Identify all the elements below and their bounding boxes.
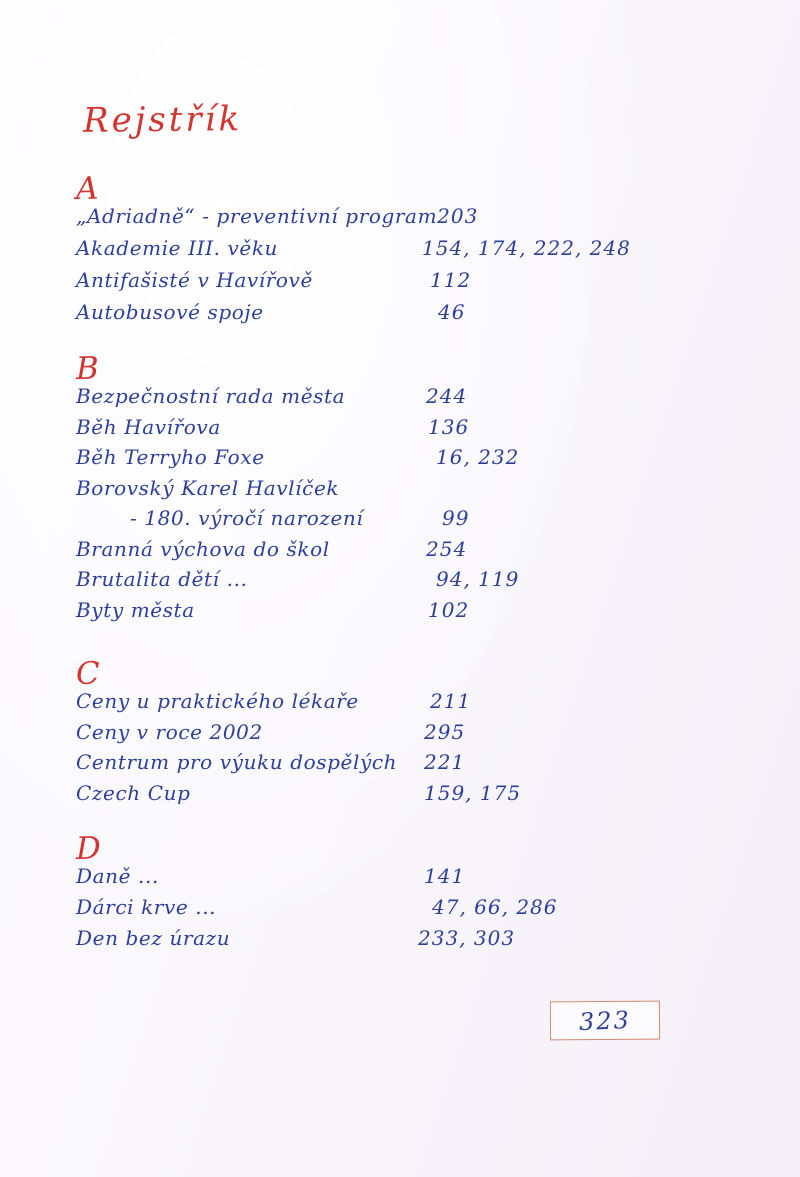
entry-label: Běh Havířova xyxy=(76,414,221,439)
section-letter-d: D xyxy=(75,830,103,868)
entry-pages: 47, 66, 286 xyxy=(432,895,558,919)
index-section-c xyxy=(76,653,770,811)
index-entry xyxy=(76,204,770,236)
index-entry xyxy=(76,384,770,415)
entry-label: „Adriadně“ - preventivní program xyxy=(76,204,438,228)
entry-label: - 180. výročí narození xyxy=(130,506,364,530)
index-section-d xyxy=(76,828,770,957)
index-section-a xyxy=(76,168,770,332)
entry-label: Daně ... xyxy=(76,864,159,888)
entry-label: Akademie III. věku xyxy=(76,236,279,260)
entry-pages: 221 xyxy=(424,750,466,774)
entry-label: Borovský Karel Havlíček xyxy=(76,475,340,500)
index-entry xyxy=(76,268,770,300)
entry-pages: 244 xyxy=(426,384,468,408)
index-entry xyxy=(76,864,770,895)
index-entry xyxy=(76,476,770,507)
entry-pages: 211 xyxy=(430,689,472,713)
index-entry xyxy=(76,598,770,629)
entry-pages: 102 xyxy=(428,597,470,622)
index-entry xyxy=(76,537,770,568)
section-letter-a: A xyxy=(75,170,100,208)
index-entry xyxy=(76,689,770,720)
section-letter-c: C xyxy=(75,655,102,693)
entry-pages: 203 xyxy=(437,204,479,228)
entry-label: Den bez úrazu xyxy=(76,926,231,950)
index-entry-subentry xyxy=(76,506,770,537)
entry-pages: 16, 232 xyxy=(436,445,520,469)
index-entry xyxy=(76,445,770,476)
entry-pages: 46 xyxy=(438,300,466,324)
section-letter-b: B xyxy=(75,350,101,388)
entry-pages: 94, 119 xyxy=(436,567,520,591)
entry-label: Czech Cup xyxy=(76,780,191,805)
entry-pages: 141 xyxy=(424,864,466,888)
entry-label: Ceny v roce 2002 xyxy=(76,719,263,744)
index-entry xyxy=(76,750,770,781)
index-entry xyxy=(76,300,770,332)
entry-label: Centrum pro výuku dospělých xyxy=(76,750,398,774)
entry-pages: 295 xyxy=(424,719,466,744)
index-entry xyxy=(76,926,770,957)
entry-pages: 159, 175 xyxy=(424,780,522,805)
entry-pages: 233, 303 xyxy=(418,926,516,950)
index-entry xyxy=(76,567,770,598)
page-number: 323 xyxy=(578,1005,632,1036)
entry-label: Dárci krve ... xyxy=(76,895,217,919)
index-entry xyxy=(76,720,770,751)
entry-label: Antifašisté v Havířově xyxy=(76,268,313,292)
entry-pages: 136 xyxy=(428,414,470,439)
index-entry xyxy=(76,895,770,926)
index-section-b xyxy=(76,348,770,628)
entry-pages: 99 xyxy=(442,506,470,530)
entry-pages: 254 xyxy=(426,536,468,561)
page-number-stamp xyxy=(550,1001,660,1041)
entry-pages: 112 xyxy=(430,268,472,292)
entry-label: Branná výchova do škol xyxy=(76,536,330,561)
entry-label: Autobusové spoje xyxy=(76,300,264,324)
entry-pages: 154, 174, 222, 248 xyxy=(422,236,631,260)
index-entry xyxy=(76,415,770,446)
entry-label: Bezpečnostní rada města xyxy=(76,384,346,408)
page-title: Rejstřík xyxy=(82,99,243,141)
entry-label: Brutalita dětí ... xyxy=(76,567,248,591)
index-entry xyxy=(76,236,770,268)
index-entry xyxy=(76,781,770,812)
entry-label: Běh Terryho Foxe xyxy=(76,445,265,469)
entry-label: Ceny u praktického lékaře xyxy=(76,689,359,713)
entry-label: Byty města xyxy=(76,597,195,622)
